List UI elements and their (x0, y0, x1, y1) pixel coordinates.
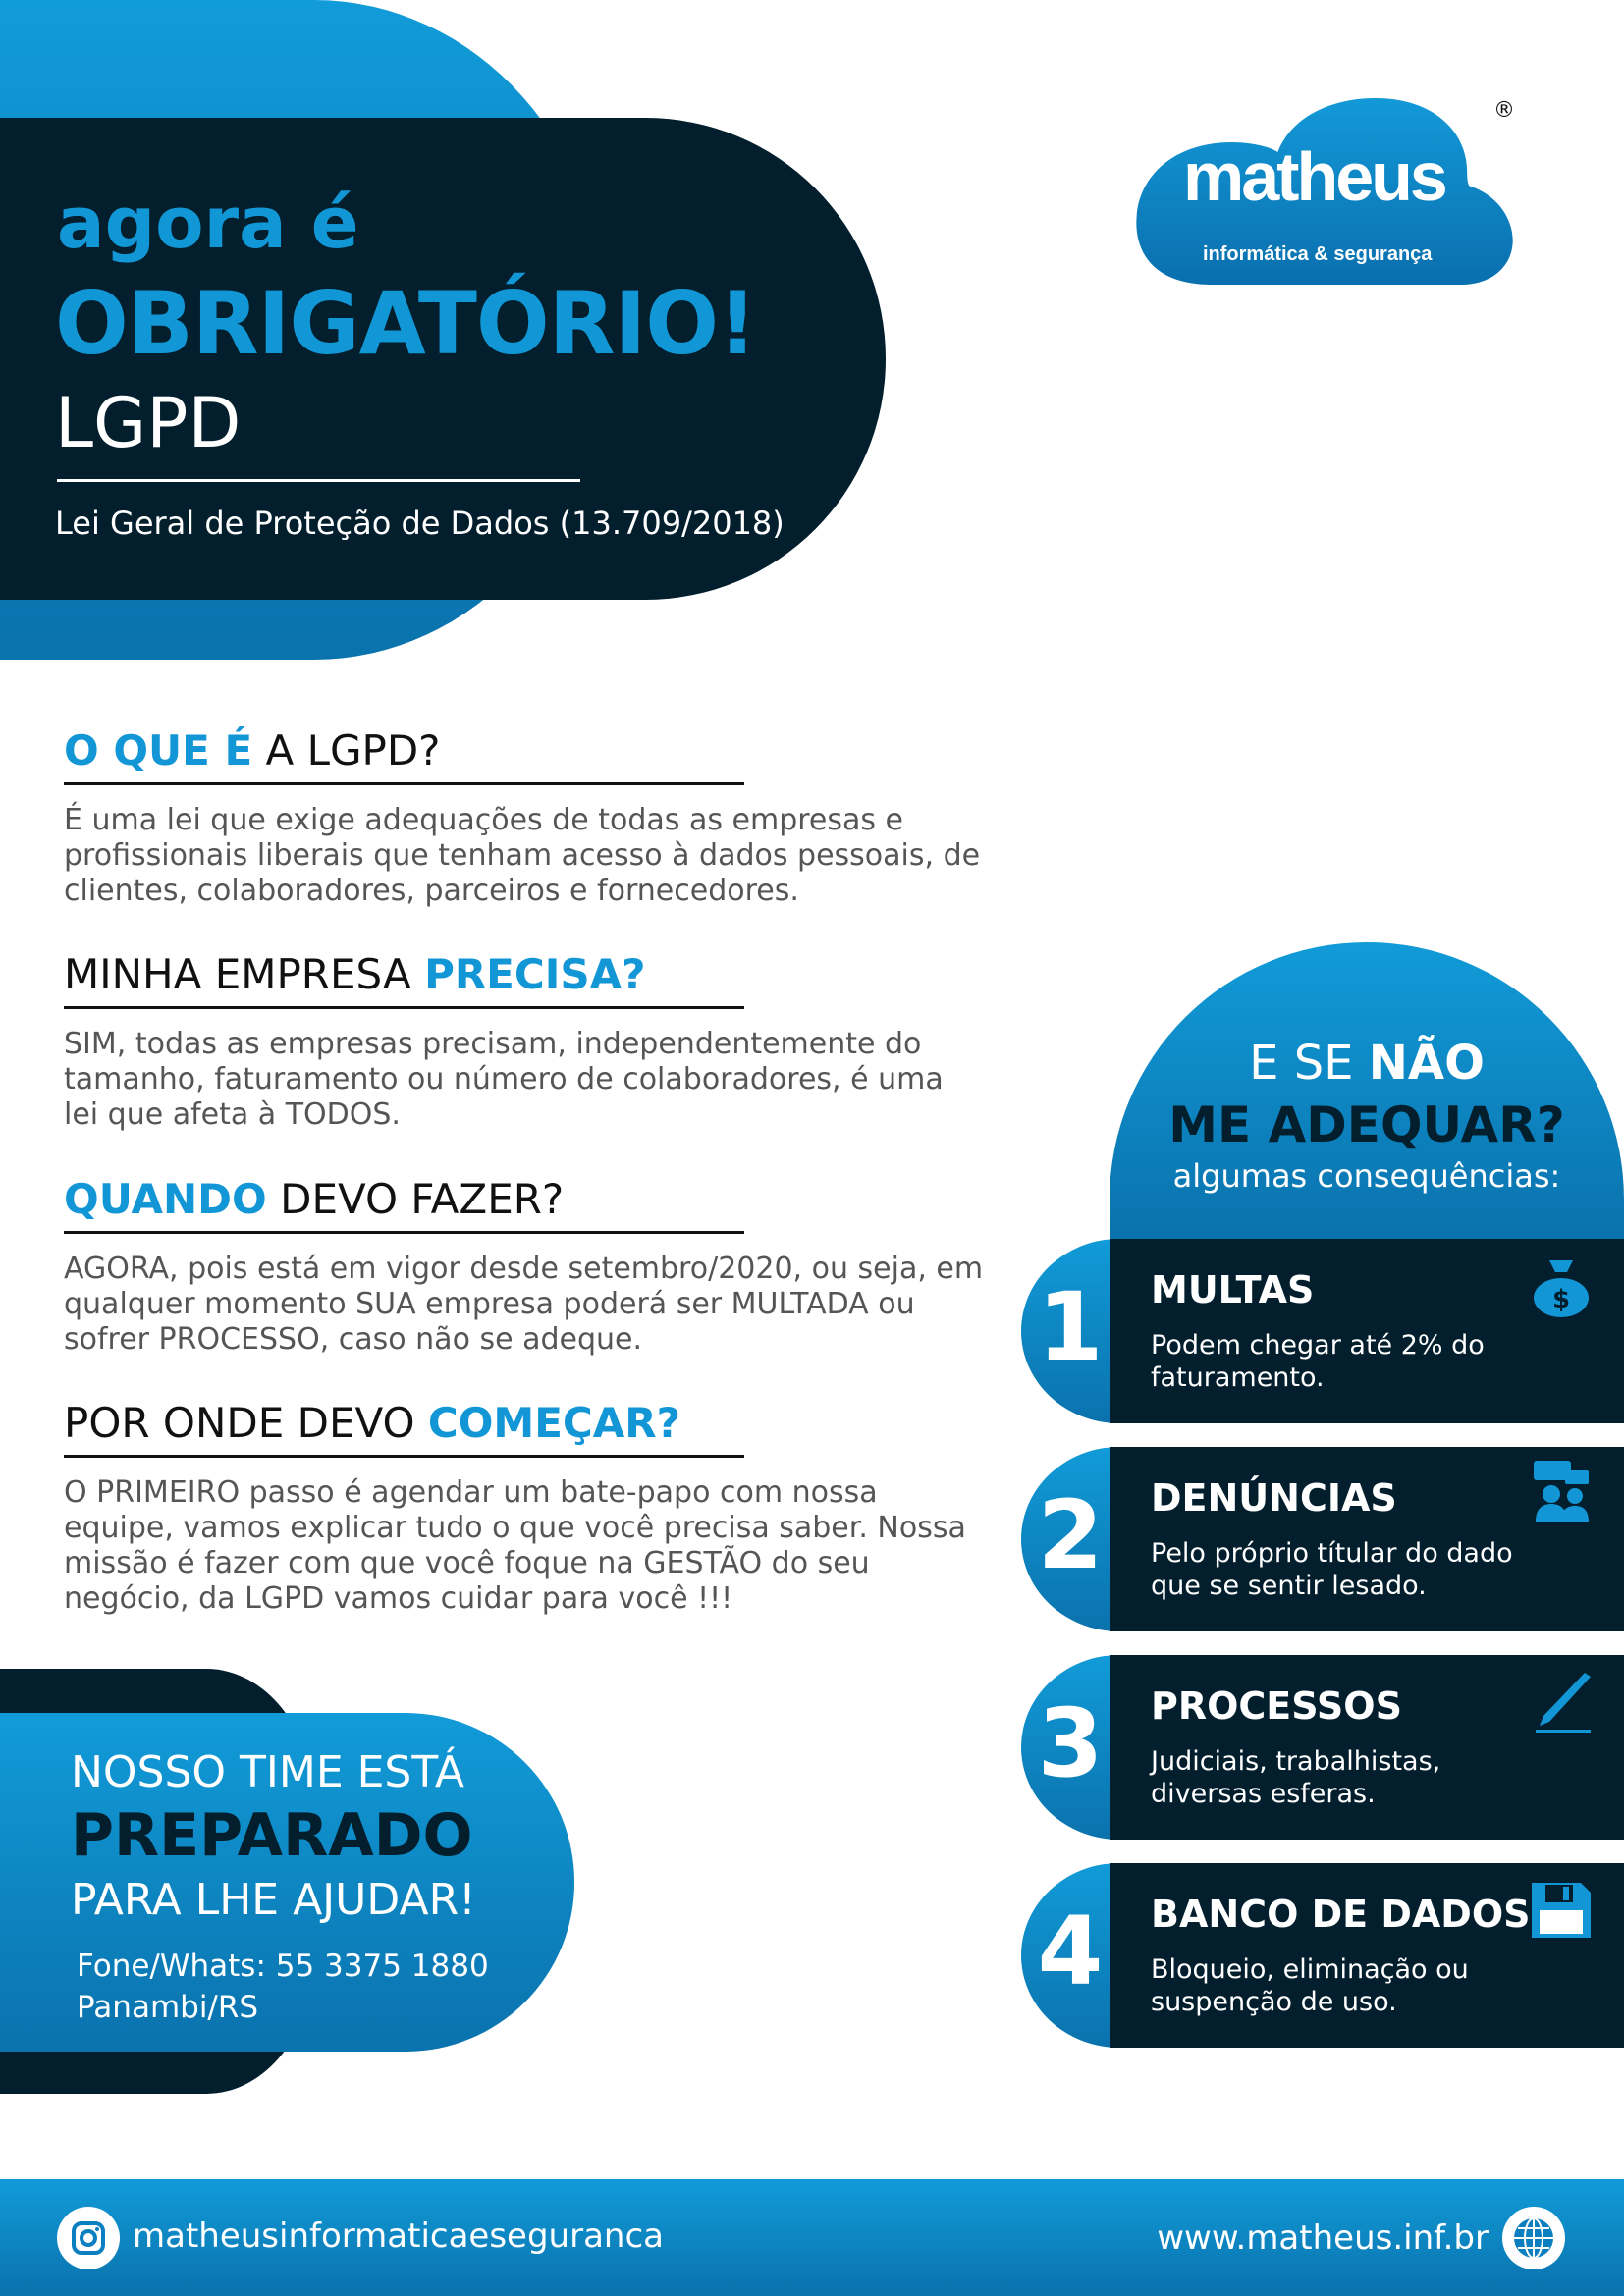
section-body: SIM, todas as empresas precisam, independentemente do tamanho, faturamento ou número de colaboradores, é uma lei que afeta à TODOS. (64, 1027, 944, 1132)
logo-wordmark: matheus (1183, 138, 1445, 215)
pen-icon (1530, 1671, 1593, 1734)
item-desc: Podem chegar até 2% do faturamento. (1151, 1330, 1485, 1393)
instagram-icon[interactable] (57, 2207, 120, 2269)
item-number: 1 (1037, 1272, 1104, 1382)
registered-mark: ® (1493, 98, 1515, 123)
item-number: 3 (1037, 1688, 1104, 1798)
team-line1: NOSSO TIME ESTÁ (71, 1747, 464, 1797)
team-city: Panambi/RS (77, 1990, 259, 2025)
svg-text:$: $ (1551, 1285, 1571, 1314)
matheus-logo (1134, 98, 1517, 290)
section-heading-what-is: O QUE É A LGPD? (64, 726, 441, 774)
consequences-title-line2: ME ADEQUAR? (1168, 1096, 1565, 1153)
section-divider (64, 1455, 744, 1458)
header-subtitle: Lei Geral de Proteção de Dados (13.709/2018) (55, 505, 785, 542)
headline-lgpd: LGPD (55, 383, 242, 463)
section-divider (64, 1006, 744, 1009)
section-body: O PRIMEIRO passo é agendar um bate-papo com nossa equipe, vamos explicar tudo o que você precisa saber. Nossa missão é fazer com que você foque na GESTÃO do seu negócio, da LGPD vamos cuidar para você !!! (64, 1475, 966, 1616)
instagram-handle[interactable]: matheusinformaticaeseguranca (133, 2216, 664, 2256)
section-heading-need: MINHA EMPRESA PRECISA? (64, 950, 646, 998)
item-title: BANCO DE DADOS (1151, 1893, 1531, 1936)
header-divider (57, 479, 580, 482)
item-title: PROCESSOS (1151, 1684, 1402, 1728)
consequences-header (1110, 942, 1624, 1239)
team-line3: PARA LHE AJUDAR! (71, 1875, 476, 1925)
item-desc: Pelo próprio títular do dado que se sentir lesado. (1151, 1538, 1513, 1601)
headline-agora: agora é (57, 182, 359, 264)
globe-icon (1502, 2207, 1565, 2269)
floppy-disk-icon (1530, 1879, 1593, 1942)
consequences-title: E SE NÃO (1249, 1036, 1485, 1091)
website-link[interactable]: www.matheus.inf.br (1157, 2218, 1489, 2258)
section-divider (64, 782, 744, 785)
section-divider (64, 1231, 744, 1234)
section-body: É uma lei que exige adequações de todas as empresas e profissionais liberais que tenham acesso à dados pessoais, de clientes, colaboradores, parceiros e fornecedores. (64, 803, 981, 908)
team-phone: Fone/Whats: 55 3375 1880 (77, 1949, 489, 1984)
people-chat-icon (1530, 1459, 1593, 1522)
item-title: DENÚNCIAS (1151, 1476, 1397, 1520)
section-heading-start: POR ONDE DEVO COMEÇAR? (64, 1399, 680, 1447)
consequences-subtitle: algumas consequências: (1172, 1157, 1561, 1195)
item-desc: Judiciais, trabalhistas, diversas esferas. (1151, 1746, 1441, 1809)
money-bag-icon (1530, 1256, 1593, 1319)
team-line2: PREPARADO (71, 1801, 473, 1870)
section-body: AGORA, pois está em vigor desde setembro/2020, ou seja, em qualquer momento SUA empresa poderá ser MULTADA ou sofrer PROCESSO, caso não se adeque. (64, 1252, 984, 1357)
item-desc: Bloqueio, eliminação ou suspenção de uso. (1151, 1954, 1469, 2017)
headline-obrigatorio: OBRIGATÓRIO! (55, 273, 757, 374)
item-number: 2 (1037, 1480, 1104, 1590)
section-heading-when: QUANDO DEVO FAZER? (64, 1175, 565, 1223)
logo-tagline: informática & segurança (1203, 243, 1433, 265)
item-number: 4 (1037, 1896, 1104, 2006)
footer (0, 2179, 1624, 2296)
item-title: MULTAS (1151, 1268, 1315, 1311)
